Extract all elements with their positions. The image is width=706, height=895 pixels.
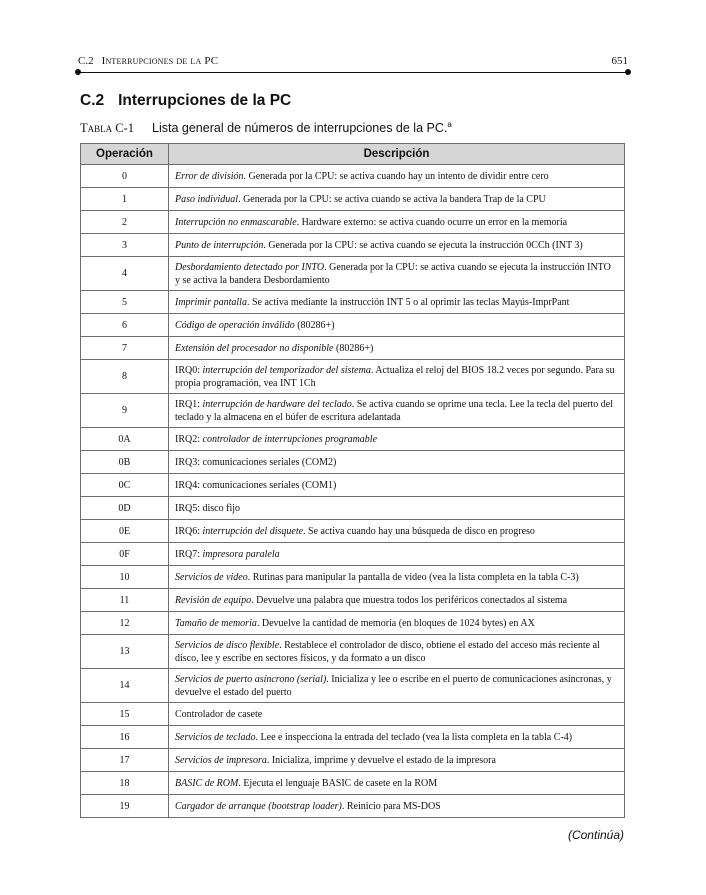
description-cell: [169, 795, 625, 818]
continued-label: (Continúa): [567, 828, 624, 842]
description-italic: interrupción del disquete: [202, 525, 304, 537]
operation-cell: 19: [81, 795, 169, 818]
section-title: Interrupciones de la PC: [118, 92, 292, 109]
description-cell: [169, 234, 625, 257]
description-text: . Ejecuta el lenguaje BASIC de casete en la ROM: [238, 777, 438, 789]
table-header-row: [81, 144, 625, 165]
header-operacion: Operación: [81, 144, 169, 165]
description-text: . Se activa cuando hay una búsqueda de disco en progreso: [303, 525, 535, 537]
table-row: [81, 188, 625, 211]
operation-cell: 14: [81, 669, 169, 703]
running-head: [78, 55, 628, 69]
table-caption-text: Lista general de números de interrupciones de la PC.: [152, 121, 448, 136]
description-text: . Generada por la CPU: se activa cuando se activa la bandera Trap de la CPU: [238, 193, 546, 205]
table-row: [81, 543, 625, 566]
table-caption: [80, 120, 452, 136]
running-head-title: Interrupciones de la PC: [101, 55, 219, 67]
description-cell: [169, 703, 625, 726]
description-italic: Código de operación inválido: [175, 319, 295, 331]
interrupt-table: [80, 143, 625, 818]
operation-cell: 7: [81, 337, 169, 360]
operation-cell: 0B: [81, 451, 169, 474]
description-text: . Generada por la CPU: se activa cuando hay un intento de dividir entre cero: [243, 170, 549, 182]
description-cell: [169, 188, 625, 211]
description-cell: [169, 669, 625, 703]
table-body: [81, 165, 625, 818]
operation-cell: 5: [81, 291, 169, 314]
description-cell: [169, 337, 625, 360]
operation-cell: 2: [81, 211, 169, 234]
description-cell: [169, 612, 625, 635]
description-prefix: IRQ5: disco fijo: [175, 502, 240, 514]
description-prefix: IRQ4: comunicaciones seriales (COM1): [175, 479, 337, 491]
table-row: [81, 566, 625, 589]
description-text: . Generada por la CPU: se activa cuando se ejecuta la instrucción INTO y se activa la bandera Desbordamiento: [175, 261, 611, 286]
description-cell: [169, 314, 625, 337]
description-italic: Error de división: [175, 170, 244, 182]
operation-cell: 18: [81, 772, 169, 795]
operation-cell: 0: [81, 165, 169, 188]
header-rule: [78, 72, 628, 73]
table-row: [81, 589, 625, 612]
description-prefix: IRQ2:: [175, 433, 203, 445]
description-italic: Servicios de video: [175, 571, 248, 583]
description-italic: interrupción de hardware del teclado: [202, 398, 352, 410]
table-row: [81, 211, 625, 234]
description-italic: BASIC de ROM: [175, 777, 239, 789]
operation-cell: 9: [81, 394, 169, 428]
description-italic: Punto de interrupción: [175, 239, 264, 251]
description-prefix: IRQ0:: [175, 364, 203, 376]
operation-cell: 0A: [81, 428, 169, 451]
description-italic: interrupción del temporizador del sistema: [202, 364, 371, 376]
description-italic: Extensión del procesador no disponible: [175, 342, 334, 354]
section-heading: [80, 92, 291, 110]
section-number: C.2: [80, 92, 105, 109]
table-row: [81, 520, 625, 543]
description-cell: [169, 772, 625, 795]
description-italic: Servicios de impresora: [175, 754, 267, 766]
description-text: (80286+): [294, 319, 335, 331]
table-row: [81, 669, 625, 703]
description-prefix: Controlador de casete: [175, 708, 263, 720]
description-prefix: IRQ3: comunicaciones seriales (COM2): [175, 456, 337, 468]
description-cell: [169, 543, 625, 566]
description-italic: Desbordamiento detectado por INTO: [175, 261, 325, 273]
description-italic: impresora paralela: [202, 548, 280, 560]
description-cell: [169, 165, 625, 188]
description-cell: [169, 394, 625, 428]
description-italic: Servicios de disco flexible: [175, 639, 280, 651]
description-cell: [169, 474, 625, 497]
description-cell: [169, 566, 625, 589]
operation-cell: 3: [81, 234, 169, 257]
operation-cell: 15: [81, 703, 169, 726]
operation-cell: 13: [81, 635, 169, 669]
description-italic: Interrupción no enmascarable: [175, 216, 297, 228]
description-prefix: IRQ7:: [175, 548, 203, 560]
running-head-section-number: C.2: [78, 55, 94, 67]
table-row: [81, 257, 625, 291]
description-cell: [169, 428, 625, 451]
description-cell: [169, 589, 625, 612]
description-italic: Revisión de equipo: [175, 594, 252, 606]
table-row: [81, 451, 625, 474]
table-row: [81, 726, 625, 749]
table-row: [81, 314, 625, 337]
description-italic: Servicios de teclado: [175, 731, 256, 743]
description-cell: [169, 635, 625, 669]
header-rule-right-dot: [625, 69, 631, 75]
operation-cell: 4: [81, 257, 169, 291]
table-row: [81, 474, 625, 497]
table-row: [81, 337, 625, 360]
description-cell: [169, 726, 625, 749]
operation-cell: 0E: [81, 520, 169, 543]
operation-cell: 0C: [81, 474, 169, 497]
description-text: . Lee e inspecciona la entrada del teclado (vea la lista completa en la tabla C-4): [255, 731, 573, 743]
operation-cell: 12: [81, 612, 169, 635]
table-row: [81, 703, 625, 726]
description-italic: Tamaño de memoria: [175, 617, 257, 629]
description-text: . Actualiza el reloj del BIOS 18.2 veces por segundo. Para su propia programación, vea INT 1Ch: [175, 364, 615, 389]
description-text: . Inicializa, imprime y devuelve el estado de la impresora: [266, 754, 496, 766]
table-row: [81, 165, 625, 188]
page-number: 651: [611, 55, 628, 67]
operation-cell: 16: [81, 726, 169, 749]
description-text: . Hardware externo: se activa cuando ocurre un error en la memoria: [296, 216, 568, 228]
description-text: . Reinicio para MS-DOS: [341, 800, 441, 812]
operation-cell: 6: [81, 314, 169, 337]
operation-cell: 17: [81, 749, 169, 772]
running-head-section: [78, 55, 218, 67]
operation-cell: 10: [81, 566, 169, 589]
description-text: (80286+): [333, 342, 374, 354]
description-prefix: IRQ1:: [175, 398, 203, 410]
table-caption-label: Tabla C-1: [80, 121, 135, 136]
description-text: . Se activa cuando se oprime una tecla. Lee la tecla del puerto del teclado y la almacena en el búfer de escritura adelantada: [175, 398, 614, 423]
description-text: . Inicializa y lee o escribe en el puerto de comunicaciones asíncronas, y devuelve el estado del puerto: [175, 673, 612, 698]
description-italic: Imprimir pantalla: [175, 296, 247, 308]
description-italic: Cargador de arranque (bootstrap loader): [175, 800, 342, 812]
description-cell: [169, 211, 625, 234]
description-cell: [169, 520, 625, 543]
table-row: [81, 291, 625, 314]
operation-cell: 0D: [81, 497, 169, 520]
table-row: [81, 234, 625, 257]
description-cell: [169, 257, 625, 291]
table-row: [81, 612, 625, 635]
table-row: [81, 428, 625, 451]
description-cell: [169, 451, 625, 474]
description-text: . Devuelve la cantidad de memoria (en bloques de 1024 bytes) en AX: [256, 617, 535, 629]
description-prefix: IRQ6:: [175, 525, 203, 537]
header-descripcion: Descripción: [169, 144, 625, 165]
operation-cell: 1: [81, 188, 169, 211]
table-row: [81, 749, 625, 772]
description-cell: [169, 497, 625, 520]
table-row: [81, 795, 625, 818]
description-text: . Se activa mediante la instrucción INT 5 o al oprimir las teclas Mayús-ImprPant: [246, 296, 570, 308]
description-cell: [169, 360, 625, 394]
table-row: [81, 394, 625, 428]
description-text: . Generada por la CPU: se activa cuando se ejecuta la instrucción 0CCh (INT 3): [263, 239, 583, 251]
operation-cell: 0F: [81, 543, 169, 566]
header-rule-left-dot: [75, 69, 81, 75]
table-footnote-mark: a: [447, 120, 452, 129]
operation-cell: 8: [81, 360, 169, 394]
table-row: [81, 497, 625, 520]
description-italic: controlador de interrupciones programable: [202, 433, 378, 445]
description-cell: [169, 749, 625, 772]
description-cell: [169, 291, 625, 314]
table-row: [81, 360, 625, 394]
description-text: . Restablece el controlador de disco, obtiene el estado del acceso más reciente al disco, lee y escribe en sectores físicos, y da formato a un disco: [175, 639, 600, 664]
description-italic: Paso individual: [175, 193, 239, 205]
table-row: [81, 772, 625, 795]
description-italic: Servicios de puerto asíncrono (serial): [175, 673, 327, 685]
description-text: . Rutinas para manipular la pantalla de video (vea la lista completa en la tabla C-3): [247, 571, 579, 583]
table-row: [81, 635, 625, 669]
description-text: . Devuelve una palabra que muestra todos los periféricos conectados al sistema: [251, 594, 568, 606]
operation-cell: 11: [81, 589, 169, 612]
